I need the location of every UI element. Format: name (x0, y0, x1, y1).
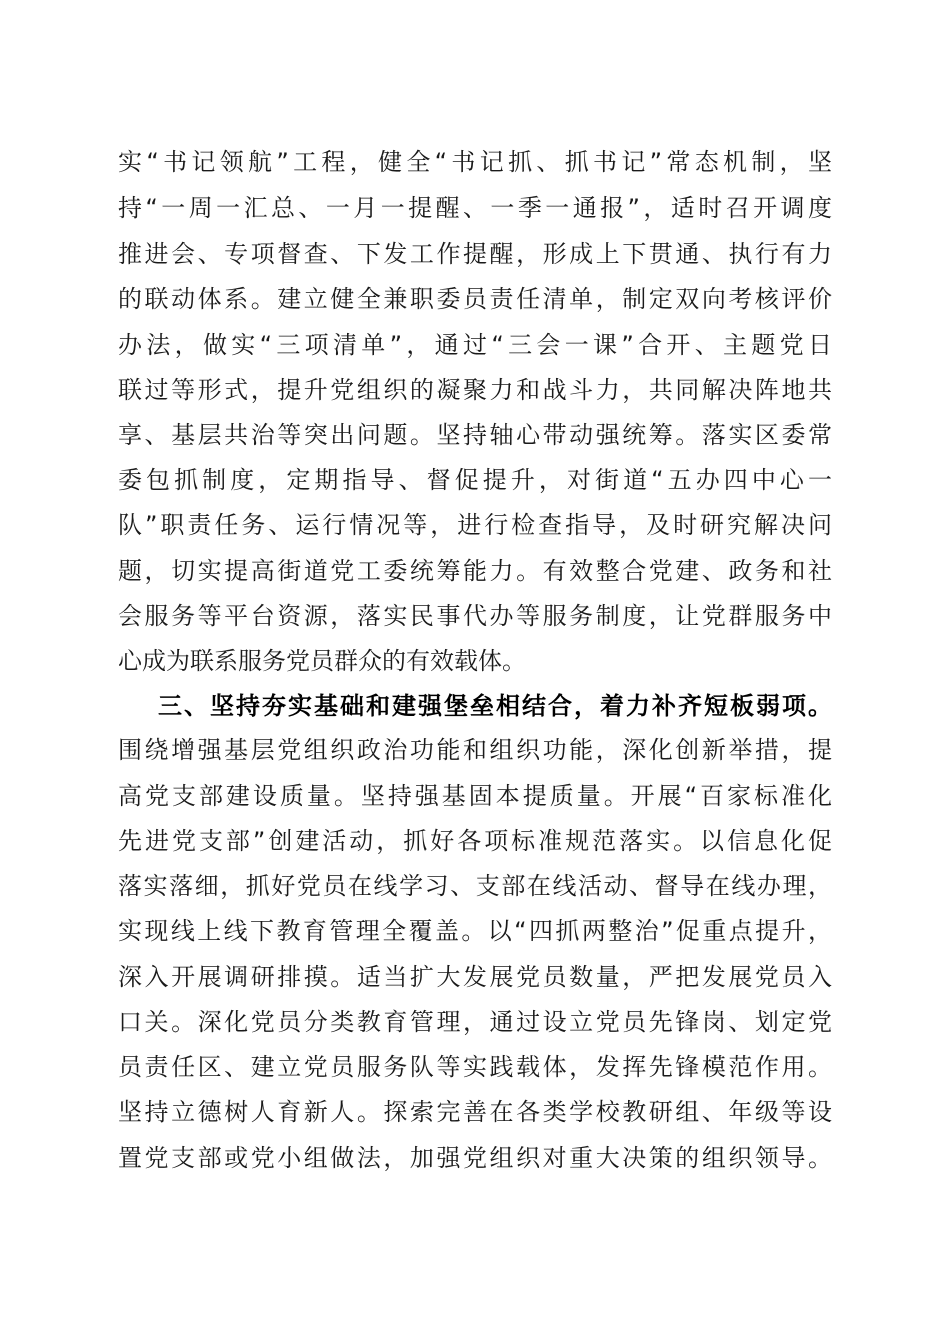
paragraph-line: 队”职责任务、运行情况等，进行检查指导，及时研究解决问 (118, 511, 832, 539)
paragraph-line: 办法，做实“三项清单”，通过“三会一课”合开、主题党日 (118, 331, 832, 359)
paragraph-line: 会服务等平台资源，落实民事代办等服务制度，让党群服务中 (118, 602, 832, 630)
paragraph-line: 员责任区、建立党员服务队等实践载体，发挥先锋模范作用。 (118, 1053, 832, 1081)
paragraph-line: 围绕增强基层党组织政治功能和组织功能，深化创新举措，提 (118, 736, 832, 764)
paragraph-line: 持“一周一汇总、一月一提醒、一季一通报”，适时召开调度 (118, 194, 832, 222)
paragraph-line: 享、基层共治等突出问题。坚持轴心带动强统筹。落实区委常 (118, 421, 832, 449)
paragraph-line: 题，切实提高街道党工委统筹能力。有效整合党建、政务和社 (118, 557, 832, 585)
paragraph-line: 先进党支部”创建活动，抓好各项标准规范落实。以信息化促 (118, 827, 832, 855)
paragraph-line: 的联动体系。建立健全兼职委员责任清单，制定双向考核评价 (118, 285, 832, 313)
paragraph-line: 口关。深化党员分类教育管理，通过设立党员先锋岗、划定党 (118, 1008, 832, 1036)
paragraph-line: 深入开展调研排摸。适当扩大发展党员数量，严把发展党员入 (118, 963, 832, 991)
paragraph-line: 落实落细，抓好党员在线学习、支部在线活动、督导在线办理， (118, 872, 832, 900)
paragraph-line: 置党支部或党小组做法，加强党组织对重大决策的组织领导。 (118, 1144, 832, 1172)
paragraph-line: 联过等形式，提升党组织的凝聚力和战斗力，共同解决阵地共 (118, 376, 832, 404)
paragraph-line: 实“书记领航”工程，健全“书记抓、抓书记”常态机制，坚 (118, 148, 832, 176)
paragraph-line: 实现线上线下教育管理全覆盖。以“四抓两整治”促重点提升， (118, 917, 832, 945)
section-heading: 三、坚持夯实基础和建强堡垒相结合，着力补齐短板弱项。 (158, 692, 832, 720)
paragraph-line: 心成为联系服务党员群众的有效载体。 (118, 647, 526, 675)
paragraph-line: 委包抓制度，定期指导、督促提升，对街道“五办四中心一 (118, 466, 832, 494)
paragraph-line: 推进会、专项督查、下发工作提醒，形成上下贯通、执行有力 (118, 240, 832, 268)
paragraph-line: 坚持立德树人育新人。探索完善在各类学校教研组、年级等设 (118, 1098, 832, 1126)
paragraph-line: 高党支部建设质量。坚持强基固本提质量。开展“百家标准化 (118, 782, 832, 810)
